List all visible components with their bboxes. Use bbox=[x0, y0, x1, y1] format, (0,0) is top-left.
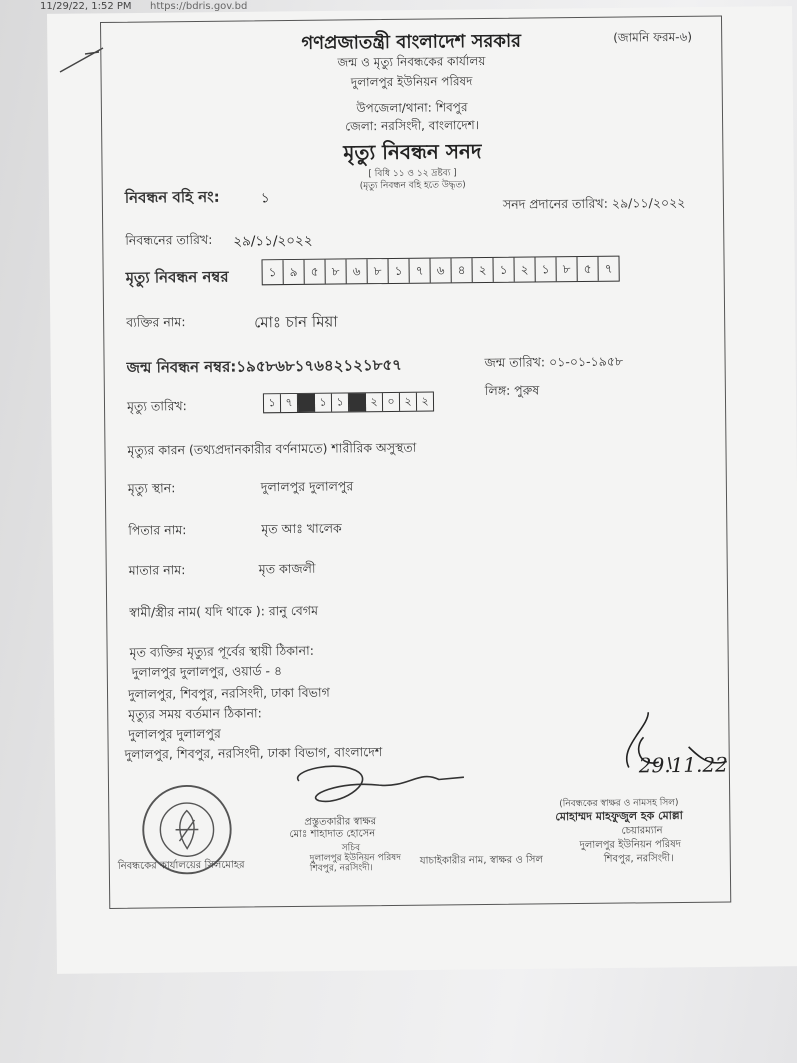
registrar-title: চেয়ারম্যান bbox=[621, 825, 663, 837]
verifier-label: যাচাইকারীর নাম, স্বাক্ষর ও সিল bbox=[419, 854, 543, 867]
birth-date: জন্ম তারিখ: ০১-০১-১৯৫৮ bbox=[484, 353, 624, 370]
name-value: মোঃ চান মিয়া bbox=[254, 312, 338, 332]
registration-digit: ৭ bbox=[409, 259, 430, 283]
date-digit: ২ bbox=[366, 393, 383, 411]
date-digit: ২ bbox=[421, 394, 429, 408]
birth-registration: জন্ম নিবন্ধন নম্বর:১৯৫৮৬৮১৭৬৪২১২১৮৫৭ bbox=[126, 355, 402, 377]
permanent-address-line2: দুলালপুর, শিবপুর, নরসিংদী, ঢাকা বিভাগ bbox=[127, 684, 330, 702]
book-number-label: নিবন্ধন বহি নং: bbox=[124, 187, 220, 207]
certificate-frame bbox=[100, 15, 731, 908]
mother-label: মাতার নাম: bbox=[128, 562, 186, 578]
government-title: গণপ্রজাতন্ত্রী বাংলাদেশ সরকার bbox=[301, 30, 522, 54]
current-address-line1: দুলালপুর দুলালপুর bbox=[128, 725, 221, 742]
office-name: জন্ম ও মৃত্যু নিবন্ধকের কার্যালয় bbox=[337, 53, 486, 70]
registration-digit: ২ bbox=[514, 257, 535, 281]
date-digit: ০ bbox=[383, 393, 400, 411]
date-digit: ১ bbox=[332, 393, 349, 411]
date-digit: ২ bbox=[400, 393, 417, 411]
death-date-boxes bbox=[263, 392, 434, 414]
registration-digit: ৬ bbox=[346, 259, 367, 283]
registration-digit: ১ bbox=[493, 258, 514, 282]
date-separator-box bbox=[349, 393, 366, 411]
handwritten-date: 29.11.22 bbox=[638, 752, 728, 778]
preparer-title: সচিব bbox=[341, 843, 361, 854]
registration-digit: ৫ bbox=[577, 257, 598, 281]
extract-note: (মৃত্যু নিবন্ধন বহি হতে উদ্ধৃত) bbox=[359, 180, 466, 192]
registration-digit: ৬ bbox=[430, 258, 451, 282]
registration-digit: ৫ bbox=[305, 260, 326, 284]
print-timestamp: 11/29/22, 1:52 PM bbox=[40, 1, 132, 12]
date-separator-box bbox=[298, 394, 315, 412]
death-cause: মৃত্যুর কারন (তথ্যপ্রদানকারীর বর্ণনামতে) শারীরিক অসুস্থতা bbox=[127, 439, 417, 458]
registration-digit: ১ bbox=[535, 257, 556, 281]
death-place-value: দুলালপুর দুলালপুর bbox=[260, 478, 354, 495]
registrar-area: শিবপুর, নরসিংদী। bbox=[603, 853, 674, 865]
preparer-label: প্রস্তুতকারীর স্বাক্ষর bbox=[304, 816, 377, 828]
upazila: উপজেলা/থানা: শিবপুর bbox=[356, 100, 468, 116]
council-name: দুলালপুর ইউনিয়ন পরিষদ bbox=[350, 74, 473, 90]
registration-digit: ২ bbox=[472, 258, 493, 282]
registration-digit: ৪ bbox=[451, 258, 472, 282]
date-digit: ১ bbox=[264, 394, 281, 412]
mother-value: মৃত কাজলী bbox=[258, 560, 316, 577]
preparer-office: দুলালপুর ইউনিয়ন পরিষদ bbox=[309, 852, 401, 864]
date-digit: ১ bbox=[315, 394, 332, 412]
office-seal-label: নিবন্ধকের কার্যালয়ের সিলমোহর bbox=[117, 859, 245, 872]
certificate-title: মৃত্যু নিবন্ধন সনদ bbox=[343, 139, 482, 165]
death-registration-number bbox=[261, 256, 619, 286]
permanent-address-line1: দুলালপুর দুলালপুর, ওয়ার্ড - ৪ bbox=[131, 663, 283, 680]
registration-digit: ৯ bbox=[284, 260, 305, 284]
gender: লিঙ্গ: পুরুষ bbox=[484, 382, 540, 398]
form-number: (জামনি ফরম-৬) bbox=[613, 29, 693, 45]
book-number-value: ১ bbox=[260, 190, 270, 207]
date-digit: ৭ bbox=[281, 394, 298, 412]
death-registration-label: মৃত্যু নিবন্ধন নম্বর bbox=[125, 267, 229, 287]
father-label: পিতার নাম: bbox=[128, 522, 187, 538]
registration-date-label: নিবন্ধনের তারিখ: bbox=[125, 231, 213, 248]
registrar-office: দুলালপুর ইউনিয়ন পরিষদ bbox=[579, 838, 682, 852]
registrar-label: (নিবন্ধকের স্বাক্ষর ও নামসহ সিল) bbox=[559, 797, 679, 810]
issue-date: সনদ প্রদানের তারিখ: ২৯/১১/২০২২ bbox=[502, 194, 686, 212]
death-place-label: মৃত্যু স্থান: bbox=[127, 480, 176, 496]
registration-digit: ৮ bbox=[556, 257, 577, 281]
current-address-label: মৃত্যুর সময় বর্তমান ঠিকানা: bbox=[128, 705, 262, 722]
name-label: ব্যক্তির নাম: bbox=[126, 314, 186, 330]
permanent-address-label: মৃত ব্যক্তির মৃত্যুর পূর্বের স্থায়ী ঠিকানা: bbox=[129, 642, 314, 660]
registration-digit: ৮ bbox=[326, 259, 347, 283]
registration-digit: ৭ bbox=[604, 261, 613, 276]
father-value: মৃত আঃ খালেক bbox=[261, 520, 342, 537]
registration-digit: ১ bbox=[388, 259, 409, 283]
registrar-name: মোহাম্মদ মাহফুজুল হক মোল্লা bbox=[555, 808, 683, 824]
preparer-name: মোঃ শাহাদাত হোসেন bbox=[289, 828, 376, 841]
current-address-line2: দুলালপুর, শিবপুর, নরসিংদী, ঢাকা বিভাগ, বাংলাদেশ bbox=[124, 744, 383, 762]
registration-digit: ১ bbox=[263, 260, 284, 284]
registration-date-value: ২৯/১১/২০২২ bbox=[233, 232, 313, 250]
preparer-area: শিবপুর, নরসিংদী। bbox=[309, 863, 373, 874]
print-url: https://bdris.gov.bd bbox=[150, 1, 248, 12]
death-date-label: মৃত্যু তারিখ: bbox=[126, 398, 187, 414]
district: জেলা: নরসিংদী, বাংলাদেশ। bbox=[345, 118, 480, 134]
spouse-name: স্বামী/স্ত্রীর নাম( যদি থাকে ): রানু বেগম bbox=[129, 602, 319, 620]
rule-reference: [ বিধি ১১ ও ১২ দ্রষ্টব্য ] bbox=[368, 168, 457, 180]
registration-digit: ৮ bbox=[367, 259, 388, 283]
